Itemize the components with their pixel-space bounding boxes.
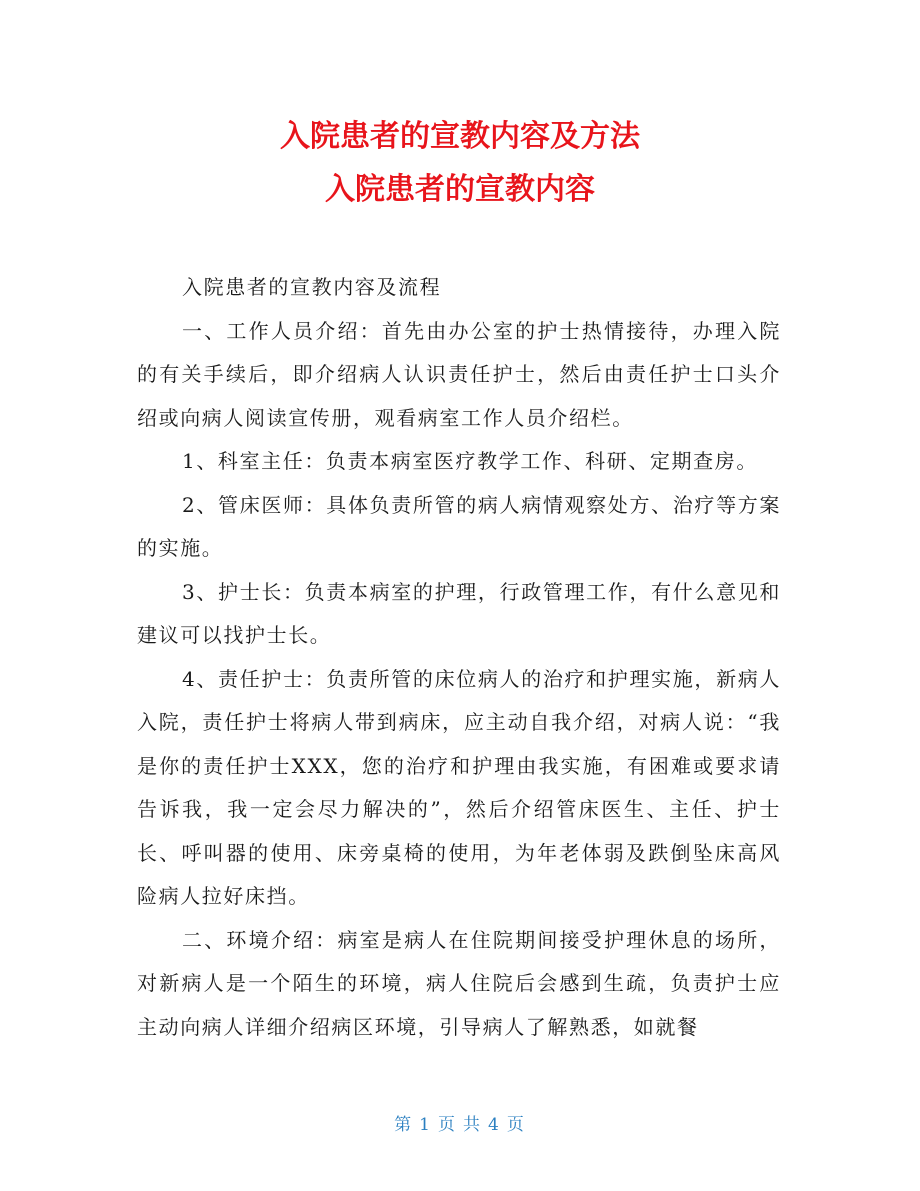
paragraph: 入院患者的宣教内容及流程 [182,275,442,299]
document-subtitle: 入院患者的宣教内容 [325,172,595,207]
document-body [137,266,781,1049]
footer-word: 页 [438,1115,457,1135]
footer-word: 共 [463,1115,482,1135]
paragraph: 一、工作人员介绍：首先由办公室的护士热情接待，办理入院的有关手续后，即介绍病人认识责任护士，然后由责任护士口头介绍或向病人阅读宣传册，观看病室工作人员介绍栏。 [137,318,781,430]
paragraph: 2、管床医师：具体负责所管的病人病情观察处方、治疗等方案的实施。 [137,492,781,560]
current-page-number: 1 [419,1115,432,1135]
paragraph: 二、环境介绍：病室是病人在住院期间接受护理休息的场所，对新病人是一个陌生的环境，病人住院后会感到生疏，负责护士应主动向病人详细介绍病区环境，引导病人了解熟悉，如就餐 [137,927,781,1039]
page-footer [0,1113,920,1137]
paragraph: 1、科室主任：负责本病室医疗教学工作、科研、定期查房。 [182,449,758,473]
paragraph: 4、责任护士：负责所管的床位病人的治疗和护理实施，新病人入院，责任护士将病人带到病床，应主动自我介绍，对病人说：“我是你的责任护士XXX，您的治疗和护理由我实施，有困难或要求请告诉我，我一定会尽力解决的”，然后介绍管床医生、主任、护士长、呼叫器的使用、床旁桌椅的使用，为年老体弱及跌倒坠床高风险病人拉好床挡。 [137,666,781,908]
paragraph: 3、护士长：负责本病室的护理，行政管理工作，有什么意见和建议可以找护士长。 [137,579,781,647]
document-title: 入院患者的宣教内容及方法 [280,119,640,154]
total-page-number: 4 [488,1115,501,1135]
footer-word: 页 [506,1115,526,1135]
footer-word: 第 [394,1115,414,1135]
